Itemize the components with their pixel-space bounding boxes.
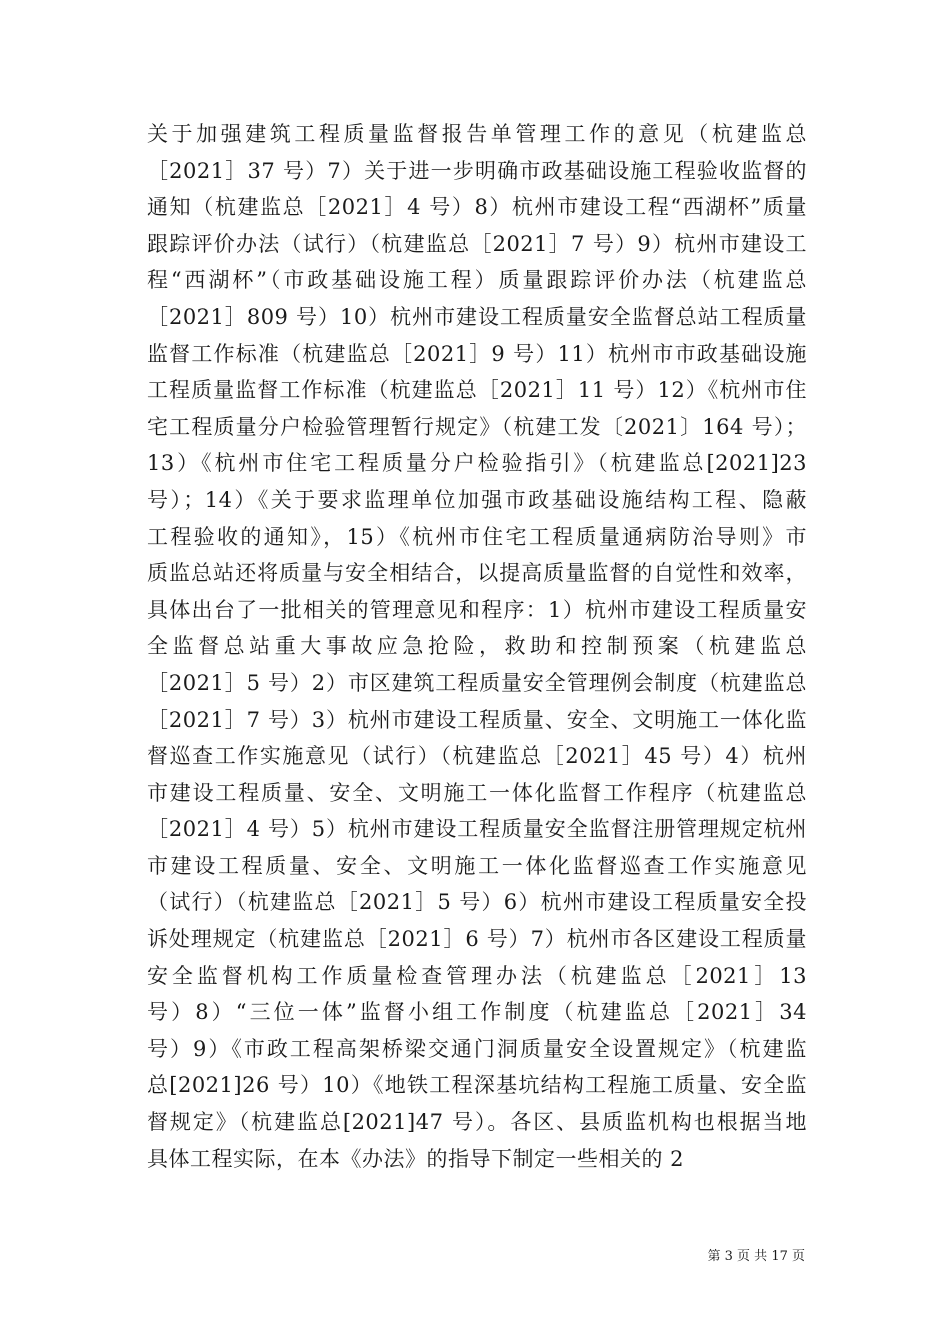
body-line: （试行）（杭建监总［2021］5 号）6）杭州市建设工程质量安全投 xyxy=(147,890,807,915)
body-line: 宅工程质量分户检验管理暂行规定》（杭建工发〔2021〕164 号）； xyxy=(147,414,807,439)
body-line: 号）8）“三位一体”监督小组工作制度（杭建监总［2021］34 xyxy=(147,1000,807,1025)
body-line: 市建设工程质量、安全、文明施工一体化监督工作程序（杭建监总 xyxy=(147,780,807,805)
body-line: 具体出台了一批相关的管理意见和程序：1）杭州市建设工程质量安 xyxy=(147,597,807,622)
body-line: 工程质量监督工作标准（杭建监总［2021］11 号）12）《杭州市住 xyxy=(147,378,807,403)
body-line: 号）9）《市政工程高架桥梁交通门洞质量安全设置规定》（杭建监 xyxy=(147,1036,807,1061)
body-line: 工程验收的通知》，15）《杭州市住宅工程质量通病防治导则》市 xyxy=(147,524,807,549)
document-body xyxy=(147,116,807,1177)
body-line: 13）《杭州市住宅工程质量分户检验指引》（杭建监总[2021]23 xyxy=(147,451,807,476)
page-number-footer: 第 3 页 共 17 页 xyxy=(707,1249,805,1264)
body-line: ［2021］5 号）2）市区建筑工程质量安全管理例会制度（杭建监总 xyxy=(147,670,807,695)
body-line: ［2021］37 号）7）关于进一步明确市政基础设施工程验收监督的 xyxy=(147,158,807,183)
body-line: 质监总站还将质量与安全相结合，以提高质量监督的自觉性和效率， xyxy=(147,561,807,586)
body-line: 督巡查工作实施意见（试行）（杭建监总［2021］45 号）4）杭州 xyxy=(147,744,807,769)
body-line: 具体工程实际，在本《办法》的指导下制定一些相关的 2 xyxy=(147,1146,685,1171)
body-line: 号）；14）《关于要求监理单位加强市政基础设施结构工程、隐蔽 xyxy=(147,487,807,512)
body-line: ［2021］4 号）5）杭州市建设工程质量安全监督注册管理规定杭州 xyxy=(147,817,807,842)
body-line: 关于加强建筑工程质量监督报告单管理工作的意见（杭建监总 xyxy=(147,122,807,146)
body-line: ［2021］809 号）10）杭州市建设工程质量安全监督总站工程质量 xyxy=(147,304,807,329)
body-line: 市建设工程质量、安全、文明施工一体化监督巡查工作实施意见 xyxy=(147,853,807,878)
body-line: 跟踪评价办法（试行）（杭建监总［2021］7 号）9）杭州市建设工 xyxy=(147,231,807,256)
body-line: 督规定》（杭建监总[2021]47 号）。各区、县质监机构也根据当地 xyxy=(147,1110,807,1135)
body-line: 程“西湖杯”（市政基础设施工程）质量跟踪评价办法（杭建监总 xyxy=(147,268,807,293)
body-line: 诉处理规定（杭建监总［2021］6 号）7）杭州市各区建设工程质量 xyxy=(147,927,807,952)
body-line: ［2021］7 号）3）杭州市建设工程质量、安全、文明施工一体化监 xyxy=(147,707,807,732)
body-line: 安全监督机构工作质量检查管理办法（杭建监总［2021］13 xyxy=(147,963,807,988)
body-line: 通知（杭建监总［2021］4 号）8）杭州市建设工程“西湖杯”质量 xyxy=(147,195,807,220)
body-line: 总[2021]26 号）10）《地铁工程深基坑结构工程施工质量、安全监 xyxy=(147,1073,807,1098)
body-line: 监督工作标准（杭建监总［2021］9 号）11）杭州市市政基础设施 xyxy=(147,341,807,366)
body-line: 全监督总站重大事故应急抢险，救助和控制预案（杭建监总 xyxy=(147,634,807,659)
